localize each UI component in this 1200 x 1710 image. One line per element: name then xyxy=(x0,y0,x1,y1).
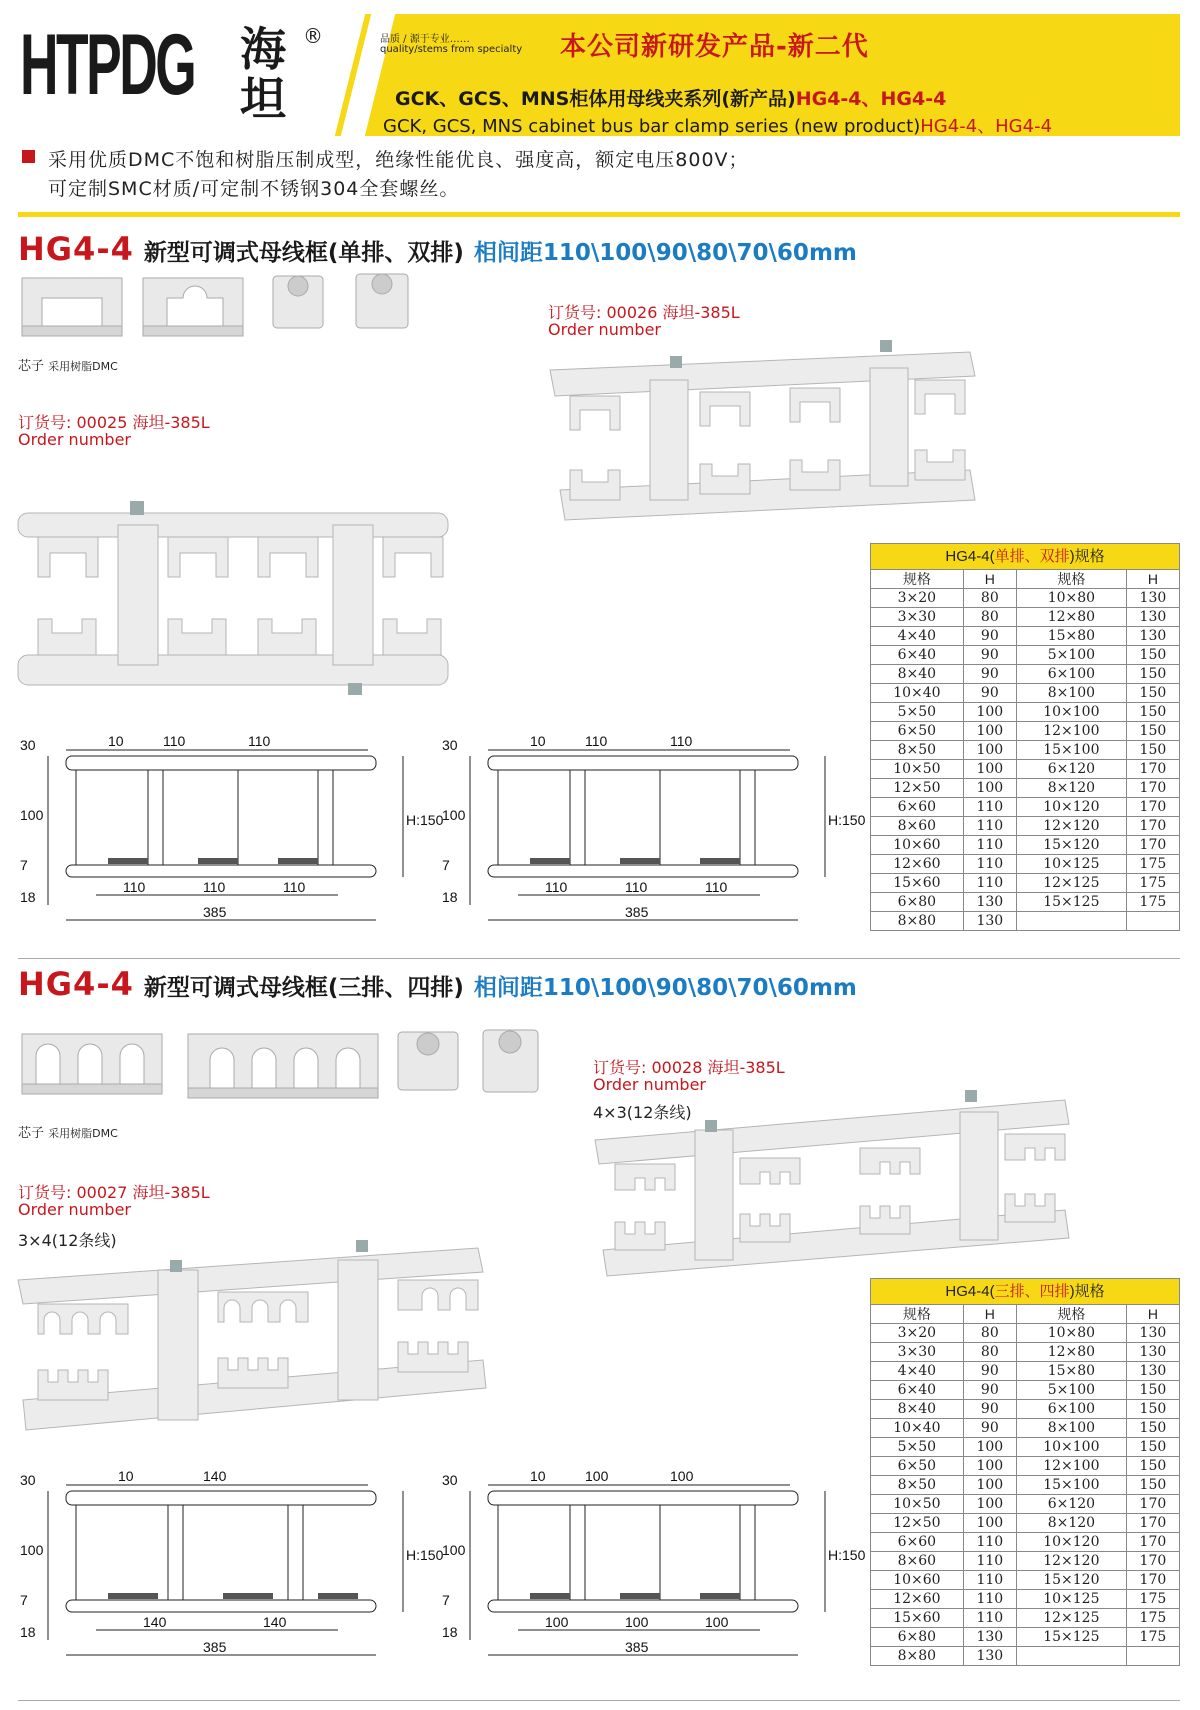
table-cell: 10×60 xyxy=(871,1571,964,1590)
spec-table-triple-quad xyxy=(870,1278,1180,1666)
col-header-spec: 规格 xyxy=(871,1305,964,1324)
dim-label: 18 xyxy=(442,1624,458,1640)
table-row xyxy=(871,874,1180,893)
table-cell: 8×100 xyxy=(1016,1419,1126,1438)
table-row xyxy=(871,1381,1180,1400)
table-row xyxy=(871,703,1180,722)
order-number-en: Order number xyxy=(548,320,661,339)
table-row xyxy=(871,779,1180,798)
table-cell: 90 xyxy=(963,1381,1016,1400)
table-cell: 90 xyxy=(963,1362,1016,1381)
table-cell: 4×40 xyxy=(871,1362,964,1381)
dim-label: 110 xyxy=(283,879,306,895)
table-cell: 130 xyxy=(1126,608,1179,627)
table-cell: 12×125 xyxy=(1016,1609,1126,1628)
table-row xyxy=(871,608,1180,627)
table-cell: 10×125 xyxy=(1016,1590,1126,1609)
dim-label: 100 xyxy=(585,1468,609,1484)
order-number-00027: 订货号: 00027 海坦-385L xyxy=(18,1183,210,1202)
dim-label: H:150 xyxy=(828,1547,866,1563)
table-cell: 12×50 xyxy=(871,779,964,798)
table-cell: 6×60 xyxy=(871,1533,964,1552)
dim-label: 110 xyxy=(670,733,693,749)
table-cell: 150 xyxy=(1126,1381,1179,1400)
dimension-drawing-1b xyxy=(440,730,866,940)
table-cell: 80 xyxy=(963,1324,1016,1343)
order-note: 4×3(12条线) xyxy=(593,1103,692,1122)
table-cell: 10×120 xyxy=(1016,1533,1126,1552)
table-cell: 12×120 xyxy=(1016,1552,1126,1571)
table-cell: 90 xyxy=(963,1400,1016,1419)
dim-label: 110 xyxy=(705,879,728,895)
table-cell xyxy=(1126,1647,1179,1666)
table-cell: 12×100 xyxy=(1016,722,1126,741)
dim-label: 10 xyxy=(530,1468,546,1484)
table-row xyxy=(871,1438,1180,1457)
table-cell: 8×120 xyxy=(1016,779,1126,798)
core-label: 芯子 采用树脂DMC xyxy=(18,359,118,374)
table-cell: 170 xyxy=(1126,1495,1179,1514)
table-cell: 150 xyxy=(1126,722,1179,741)
dim-label: 100 xyxy=(20,1542,44,1558)
table-cell: 10×100 xyxy=(1016,1438,1126,1457)
table-row xyxy=(871,1362,1180,1381)
dim-label: 7 xyxy=(442,1592,450,1608)
table-cell: 10×120 xyxy=(1016,798,1126,817)
order-number-en: Order number xyxy=(18,1200,131,1219)
dim-label: 100 xyxy=(705,1614,729,1630)
table-cell: 3×20 xyxy=(871,1324,964,1343)
table-cell: 8×50 xyxy=(871,1476,964,1495)
dim-label: 18 xyxy=(20,1624,36,1640)
dim-label: 385 xyxy=(625,1639,649,1655)
dim-label: 30 xyxy=(442,737,458,753)
product-image-00025 xyxy=(18,495,458,695)
order-number-00025: 订货号: 00025 海坦-385L xyxy=(18,413,210,432)
col-header-h: H xyxy=(1126,1305,1179,1324)
table-cell: 12×80 xyxy=(1016,608,1126,627)
quality-cn: 品质 / 源于专业…… xyxy=(380,34,470,45)
dim-label: 140 xyxy=(263,1614,287,1630)
table-cell: 8×50 xyxy=(871,741,964,760)
dim-label: 7 xyxy=(442,857,450,873)
table-row xyxy=(871,817,1180,836)
table-row xyxy=(871,684,1180,703)
table-row xyxy=(871,760,1180,779)
table-cell: 150 xyxy=(1126,665,1179,684)
table-cell: 90 xyxy=(963,627,1016,646)
table-cell: 90 xyxy=(963,646,1016,665)
table-cell: 175 xyxy=(1126,855,1179,874)
table-cell: 130 xyxy=(963,1647,1016,1666)
table-cell: 130 xyxy=(1126,627,1179,646)
table-row xyxy=(871,646,1180,665)
table-row xyxy=(871,798,1180,817)
dimension-drawing-1a xyxy=(18,730,444,940)
section1-title: HG4-4 新型可调式母线框(单排、双排) 相间距110\100\90\80\70\60mm xyxy=(18,230,857,268)
table-cell: 80 xyxy=(963,608,1016,627)
table-cell: 8×80 xyxy=(871,912,964,931)
brand-logo xyxy=(20,14,350,134)
table-cell: 6×120 xyxy=(1016,1495,1126,1514)
dim-label: 100 xyxy=(442,1542,466,1558)
table-cell: 130 xyxy=(963,893,1016,912)
table-cell: 6×60 xyxy=(871,798,964,817)
table-cell: 170 xyxy=(1126,1571,1179,1590)
table-cell: 110 xyxy=(963,855,1016,874)
table-row xyxy=(871,1495,1180,1514)
table-row xyxy=(871,1533,1180,1552)
table-cell: 110 xyxy=(963,1590,1016,1609)
divider xyxy=(18,958,1180,959)
dim-label: 10 xyxy=(108,733,124,749)
dim-label: 110 xyxy=(203,879,226,895)
table-cell: 110 xyxy=(963,1533,1016,1552)
table-cell: 12×80 xyxy=(1016,1343,1126,1362)
table-cell: 100 xyxy=(963,760,1016,779)
table-cell: 110 xyxy=(963,817,1016,836)
dim-label: 385 xyxy=(203,1639,227,1655)
core-label: 芯子 采用树脂DMC xyxy=(18,1126,118,1141)
dim-label: 110 xyxy=(585,733,608,749)
col-header-spec: 规格 xyxy=(1016,570,1126,589)
table-cell: 8×120 xyxy=(1016,1514,1126,1533)
dim-label: H:150 xyxy=(406,1547,444,1563)
table-cell: 90 xyxy=(963,1419,1016,1438)
table-cell: 150 xyxy=(1126,1457,1179,1476)
table-cell: 5×100 xyxy=(1016,646,1126,665)
table-row xyxy=(871,627,1180,646)
dim-label: 100 xyxy=(442,807,466,823)
table-cell: 15×120 xyxy=(1016,1571,1126,1590)
brand-latin: HTPDG xyxy=(20,17,195,113)
product-image-00026 xyxy=(550,340,980,540)
table-row xyxy=(871,1571,1180,1590)
table-cell: 15×80 xyxy=(1016,1362,1126,1381)
table-cell: 150 xyxy=(1126,684,1179,703)
dim-label: 10 xyxy=(530,733,546,749)
brand-cn: 海坦 xyxy=(240,22,286,126)
table-cell: 8×80 xyxy=(871,1647,964,1666)
table-cell: 130 xyxy=(963,1628,1016,1647)
table-cell: 100 xyxy=(963,741,1016,760)
table-cell: 3×30 xyxy=(871,608,964,627)
table-cell: 170 xyxy=(1126,798,1179,817)
table-cell: 12×60 xyxy=(871,855,964,874)
table-row xyxy=(871,855,1180,874)
dim-label: H:150 xyxy=(406,812,444,828)
dim-label: 385 xyxy=(625,904,649,920)
table-cell: 100 xyxy=(963,703,1016,722)
table-row xyxy=(871,1324,1180,1343)
table-cell: 170 xyxy=(1126,1514,1179,1533)
spec-table-single-double xyxy=(870,543,1180,931)
header-title: 本公司新研发产品-新二代 xyxy=(560,32,869,62)
dim-label: 110 xyxy=(123,879,146,895)
table-cell: 150 xyxy=(1126,741,1179,760)
col-header-h: H xyxy=(963,570,1016,589)
spec-table-caption: HG4-4(三排、四排)规格 xyxy=(871,1279,1180,1305)
table-cell: 5×50 xyxy=(871,703,964,722)
core-pieces-image xyxy=(18,1020,538,1110)
table-cell: 150 xyxy=(1126,1476,1179,1495)
table-cell: 175 xyxy=(1126,874,1179,893)
dim-label: 7 xyxy=(20,1592,28,1608)
section2-title: HG4-4 新型可调式母线框(三排、四排) 相间距110\100\90\80\70\60mm xyxy=(18,965,857,1003)
table-cell: 175 xyxy=(1126,893,1179,912)
table-row xyxy=(871,1628,1180,1647)
table-row xyxy=(871,1514,1180,1533)
table-cell: 12×50 xyxy=(871,1514,964,1533)
table-cell xyxy=(1126,912,1179,931)
dim-label: H:150 xyxy=(828,812,866,828)
product-image-00027 xyxy=(18,1240,498,1440)
table-cell: 12×100 xyxy=(1016,1457,1126,1476)
table-cell: 10×60 xyxy=(871,836,964,855)
table-cell: 100 xyxy=(963,1514,1016,1533)
table-cell: 170 xyxy=(1126,779,1179,798)
table-cell: 10×50 xyxy=(871,1495,964,1514)
divider xyxy=(18,1700,1180,1701)
table-cell: 6×50 xyxy=(871,1457,964,1476)
table-cell: 130 xyxy=(963,912,1016,931)
dim-label: 100 xyxy=(625,1614,649,1630)
table-cell: 170 xyxy=(1126,1552,1179,1571)
table-cell: 15×60 xyxy=(871,1609,964,1628)
table-cell: 90 xyxy=(963,684,1016,703)
table-cell: 130 xyxy=(1126,589,1179,608)
table-row xyxy=(871,1552,1180,1571)
table-cell: 12×125 xyxy=(1016,874,1126,893)
table-cell: 150 xyxy=(1126,703,1179,722)
table-cell: 15×120 xyxy=(1016,836,1126,855)
table-cell: 150 xyxy=(1126,646,1179,665)
table-cell: 170 xyxy=(1126,836,1179,855)
table-row xyxy=(871,836,1180,855)
table-cell: 5×100 xyxy=(1016,1381,1126,1400)
table-cell: 15×100 xyxy=(1016,741,1126,760)
table-cell: 130 xyxy=(1126,1343,1179,1362)
dim-label: 140 xyxy=(143,1614,167,1630)
table-cell: 130 xyxy=(1126,1324,1179,1343)
order-number-00028: 订货号: 00028 海坦-385L xyxy=(593,1058,785,1077)
dim-label: 110 xyxy=(545,879,568,895)
table-cell: 110 xyxy=(963,836,1016,855)
table-cell: 100 xyxy=(963,779,1016,798)
table-row xyxy=(871,741,1180,760)
table-cell: 6×100 xyxy=(1016,665,1126,684)
table-cell: 5×50 xyxy=(871,1438,964,1457)
table-cell: 170 xyxy=(1126,760,1179,779)
table-cell: 10×40 xyxy=(871,684,964,703)
table-cell: 150 xyxy=(1126,1438,1179,1457)
col-header-h: H xyxy=(963,1305,1016,1324)
table-cell: 12×60 xyxy=(871,1590,964,1609)
table-cell xyxy=(1016,1647,1126,1666)
table-cell: 150 xyxy=(1126,1419,1179,1438)
table-row xyxy=(871,665,1180,684)
table-cell: 15×100 xyxy=(1016,1476,1126,1495)
dim-label: 385 xyxy=(203,904,227,920)
table-cell: 110 xyxy=(963,1571,1016,1590)
col-header-spec: 规格 xyxy=(871,570,964,589)
table-cell: 6×40 xyxy=(871,646,964,665)
table-cell: 3×30 xyxy=(871,1343,964,1362)
dim-label: 30 xyxy=(20,737,36,753)
table-cell: 10×50 xyxy=(871,760,964,779)
dimension-drawing-2a xyxy=(18,1465,444,1675)
divider xyxy=(18,212,1180,217)
dim-label: 110 xyxy=(163,733,186,749)
table-row xyxy=(871,1590,1180,1609)
table-row xyxy=(871,1457,1180,1476)
order-number-00026: 订货号: 00026 海坦-385L xyxy=(548,303,740,322)
table-cell: 170 xyxy=(1126,817,1179,836)
table-row xyxy=(871,722,1180,741)
table-cell: 130 xyxy=(1126,1362,1179,1381)
table-cell: 175 xyxy=(1126,1609,1179,1628)
table-row xyxy=(871,893,1180,912)
table-cell: 150 xyxy=(1126,1400,1179,1419)
intro-line-2: 可定制SMC材质/可定制不锈钢304全套螺丝。 xyxy=(48,178,460,200)
dim-label: 100 xyxy=(20,807,44,823)
table-cell: 15×125 xyxy=(1016,1628,1126,1647)
table-cell: 8×100 xyxy=(1016,684,1126,703)
table-cell: 8×60 xyxy=(871,1552,964,1571)
table-cell: 15×80 xyxy=(1016,627,1126,646)
order-number-en: Order number xyxy=(18,430,131,449)
dim-label: 100 xyxy=(670,1468,694,1484)
table-cell: 100 xyxy=(963,1495,1016,1514)
table-cell: 4×40 xyxy=(871,627,964,646)
table-cell: 100 xyxy=(963,1476,1016,1495)
table-row xyxy=(871,912,1180,931)
table-cell: 15×125 xyxy=(1016,893,1126,912)
col-header-spec: 规格 xyxy=(1016,1305,1126,1324)
table-cell: 100 xyxy=(963,722,1016,741)
bullet-square xyxy=(22,150,35,163)
table-cell: 3×20 xyxy=(871,589,964,608)
table-cell: 8×40 xyxy=(871,1400,964,1419)
table-row xyxy=(871,1647,1180,1666)
table-row xyxy=(871,589,1180,608)
table-cell: 110 xyxy=(963,1609,1016,1628)
dim-label: 110 xyxy=(248,733,271,749)
dim-label: 30 xyxy=(20,1472,36,1488)
dim-label: 140 xyxy=(203,1468,227,1484)
intro-line-1: 采用优质DMC不饱和树脂压制成型，绝缘性能优良、强度高，额定电压800V； xyxy=(48,149,749,171)
header-subtitle-en: GCK, GCS, MNS cabinet bus bar clamp series (new product)HG4-4、HG4-4 xyxy=(383,116,1053,137)
table-cell: 100 xyxy=(963,1457,1016,1476)
dim-label: 18 xyxy=(20,889,36,905)
table-row xyxy=(871,1476,1180,1495)
dim-label: 10 xyxy=(118,1468,134,1484)
table-cell: 10×100 xyxy=(1016,703,1126,722)
table-cell: 6×40 xyxy=(871,1381,964,1400)
table-cell: 6×120 xyxy=(1016,760,1126,779)
table-cell: 80 xyxy=(963,1343,1016,1362)
table-cell: 6×80 xyxy=(871,1628,964,1647)
table-cell: 6×80 xyxy=(871,893,964,912)
order-note: 3×4(12条线) xyxy=(18,1231,117,1250)
col-header-h: H xyxy=(1126,570,1179,589)
dim-label: 30 xyxy=(442,1472,458,1488)
dim-label: 110 xyxy=(625,879,648,895)
table-cell: 10×80 xyxy=(1016,1324,1126,1343)
table-cell xyxy=(1016,912,1126,931)
quality-en: quality/stems from specialty xyxy=(380,44,523,55)
registered-mark: ® xyxy=(303,24,323,48)
table-cell: 90 xyxy=(963,665,1016,684)
table-cell: 170 xyxy=(1126,1533,1179,1552)
dimension-drawing-2b xyxy=(440,1465,866,1675)
table-cell: 80 xyxy=(963,589,1016,608)
table-cell: 10×80 xyxy=(1016,589,1126,608)
table-row xyxy=(871,1343,1180,1362)
table-cell: 12×120 xyxy=(1016,817,1126,836)
table-cell: 175 xyxy=(1126,1628,1179,1647)
table-cell: 110 xyxy=(963,1552,1016,1571)
header-subtitle-cn: GCK、GCS、MNS柜体用母线夹系列(新产品)HG4-4、HG4-4 xyxy=(395,88,947,110)
table-cell: 6×100 xyxy=(1016,1400,1126,1419)
dim-label: 100 xyxy=(545,1614,569,1630)
table-cell: 15×60 xyxy=(871,874,964,893)
table-cell: 8×60 xyxy=(871,817,964,836)
dim-label: 18 xyxy=(442,889,458,905)
table-row xyxy=(871,1609,1180,1628)
table-cell: 110 xyxy=(963,874,1016,893)
order-number-en: Order number xyxy=(593,1075,706,1094)
table-cell: 10×125 xyxy=(1016,855,1126,874)
spec-table-caption: HG4-4(单排、双排)规格 xyxy=(871,544,1180,570)
table-row xyxy=(871,1400,1180,1419)
table-cell: 10×40 xyxy=(871,1419,964,1438)
table-cell: 110 xyxy=(963,798,1016,817)
product-image-00028 xyxy=(595,1090,1075,1290)
table-cell: 100 xyxy=(963,1438,1016,1457)
table-cell: 175 xyxy=(1126,1590,1179,1609)
table-cell: 6×50 xyxy=(871,722,964,741)
dim-label: 7 xyxy=(20,857,28,873)
table-row xyxy=(871,1419,1180,1438)
table-cell: 8×40 xyxy=(871,665,964,684)
core-pieces-image xyxy=(18,270,408,350)
